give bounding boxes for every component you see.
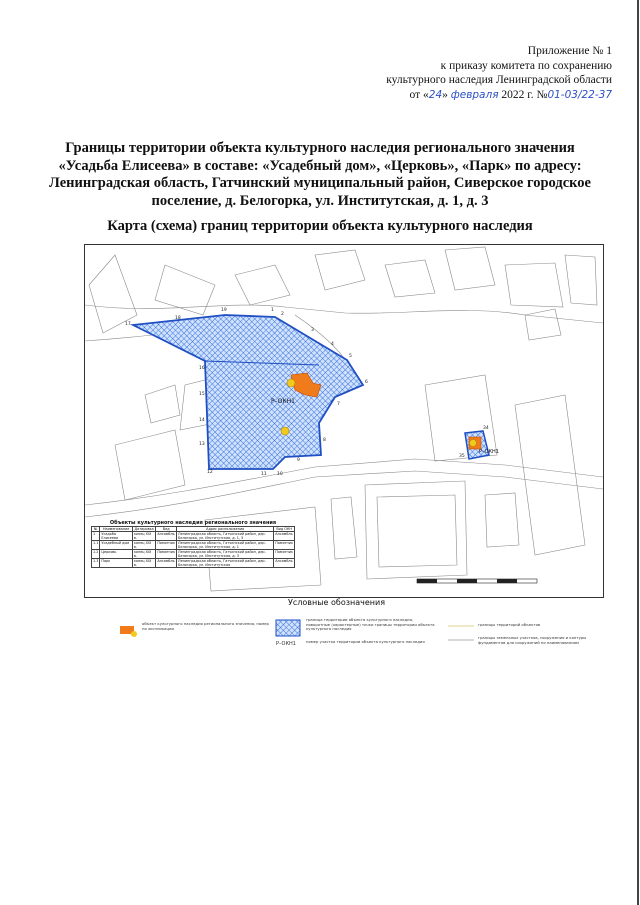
- table-cell: конец XIX в.: [132, 559, 156, 568]
- point-label: 18: [175, 316, 181, 321]
- table-cell: конец XIX в.: [132, 541, 156, 550]
- table-header: Датировка: [132, 527, 156, 532]
- point-label: 15: [199, 392, 205, 397]
- point-label: 8: [323, 438, 326, 443]
- table-cell: Ансамбль: [274, 559, 295, 568]
- point-label: 12: [207, 470, 213, 475]
- legend-zone-text: номер участка территории объекта культурного наследия: [306, 639, 425, 644]
- table-header: Вид ОКН: [274, 527, 295, 532]
- point-label: 10: [277, 472, 283, 477]
- appendix-line-3: культурного наследия Ленинградской области: [386, 74, 612, 86]
- date-day: 24: [428, 88, 443, 101]
- table-cell: Памятник: [274, 550, 295, 559]
- table-header: Наименование: [100, 527, 132, 532]
- appendix-line-1: Приложение № 1: [527, 45, 612, 57]
- point-label: 35: [459, 454, 465, 459]
- point-label: 17: [125, 322, 131, 327]
- table-cell: Ансамбль: [156, 559, 177, 568]
- table-cell: 1: [92, 532, 100, 541]
- date-month: февраля: [450, 88, 499, 101]
- table-cell: конец XIX в.: [132, 550, 156, 559]
- table-cell: Ленинградская область, Гатчинский район, дер. Белогорка, ул. Институтская, д. 3: [177, 550, 274, 559]
- table-cell: Ленинградская область, Гатчинский район, дер. Белогорка, ул. Институтская: [177, 559, 274, 568]
- point-label: 16: [199, 366, 205, 371]
- table-cell: Памятник: [156, 550, 177, 559]
- table-cell: Ленинградская область, Гатчинский район, дер. Белогорка, ул. Институтская, д. 1: [177, 541, 274, 550]
- table-cell: Ансамбль: [274, 532, 295, 541]
- table-cell: Памятник: [274, 541, 295, 550]
- point-label: 7: [337, 402, 340, 407]
- point-label: 19: [221, 308, 227, 313]
- order-number: 01-03/22-37: [547, 88, 612, 101]
- point-label: 11: [261, 472, 267, 477]
- legend-object-text: объект культурного наследия регионального значения, номер по экспликации: [142, 621, 269, 631]
- zone-label-church: Р–ОКН1: [479, 449, 499, 455]
- point-label: 1: [271, 308, 274, 313]
- point-label: 4: [331, 342, 334, 347]
- point-label: 6: [365, 380, 368, 385]
- table-cell: 1.2: [92, 550, 100, 559]
- document-title: Границы территории объекта культурного наследия регионального значения «Усадьба Елисеева» в составе: «Усадебный дом», «Церковь», «Парк» по адресу: Ленинградская область, Гатчинский муниципальный район, Сиверское городское поселение, д. Белогорка, ул. Институтская, д. 1, д. 3: [48, 140, 591, 209]
- table-cell: 1.1: [92, 541, 100, 550]
- point-label: 2: [281, 312, 284, 317]
- point-label: 9: [297, 458, 300, 463]
- date-year: 2022 г. №: [501, 88, 548, 101]
- legend-zone-label: Р–ОКН1: [276, 641, 296, 647]
- map-subtitle: Карта (схема) границ территории объекта культурного наследия: [107, 218, 533, 234]
- table-cell: 1.3: [92, 559, 100, 568]
- table-header: Адрес расположения: [177, 527, 274, 532]
- point-label: 13: [199, 442, 205, 447]
- table-header: №: [92, 527, 100, 532]
- table-cell: конец XIX в.: [132, 532, 156, 541]
- table-cell: Усадебный дом: [100, 541, 132, 550]
- table-header: Вид: [156, 527, 177, 532]
- objects-table-caption: Объекты культурного наследия регионального значения: [109, 520, 277, 526]
- legend-line-text-1: границы территорий объектов: [478, 622, 541, 627]
- point-label: 14: [199, 418, 205, 423]
- zone-label-main: Р–ОКН1: [271, 398, 295, 405]
- legend-territory-text: граница территории объекта культурного наследия, поворотные (характерные) точки границы территории объекта культурного наследия: [306, 617, 435, 632]
- date-mid: »: [442, 88, 448, 101]
- table-cell: Памятник: [156, 541, 177, 550]
- table-cell: Церковь: [100, 550, 132, 559]
- table-cell: Парк: [100, 559, 132, 568]
- table-cell: Ансамбль: [156, 532, 177, 541]
- point-label: 3: [311, 328, 314, 333]
- table-cell: Ленинградская область, Гатчинский район, дер. Белогорка, ул. Институтская, д. 1, 3: [177, 532, 274, 541]
- legend-title: Условные обозначения: [288, 598, 386, 607]
- date-prefix: от «: [409, 88, 429, 101]
- appendix-line-2: к приказу комитета по сохранению: [440, 59, 612, 72]
- table-cell: Усадьба Елисеева: [100, 532, 132, 541]
- point-label: 5: [349, 354, 352, 359]
- legend-line-text-2: границы земельных участков, сооружения и контуры фундаментов для сооружений по наименованиям: [478, 635, 587, 645]
- point-label: 34: [483, 426, 489, 431]
